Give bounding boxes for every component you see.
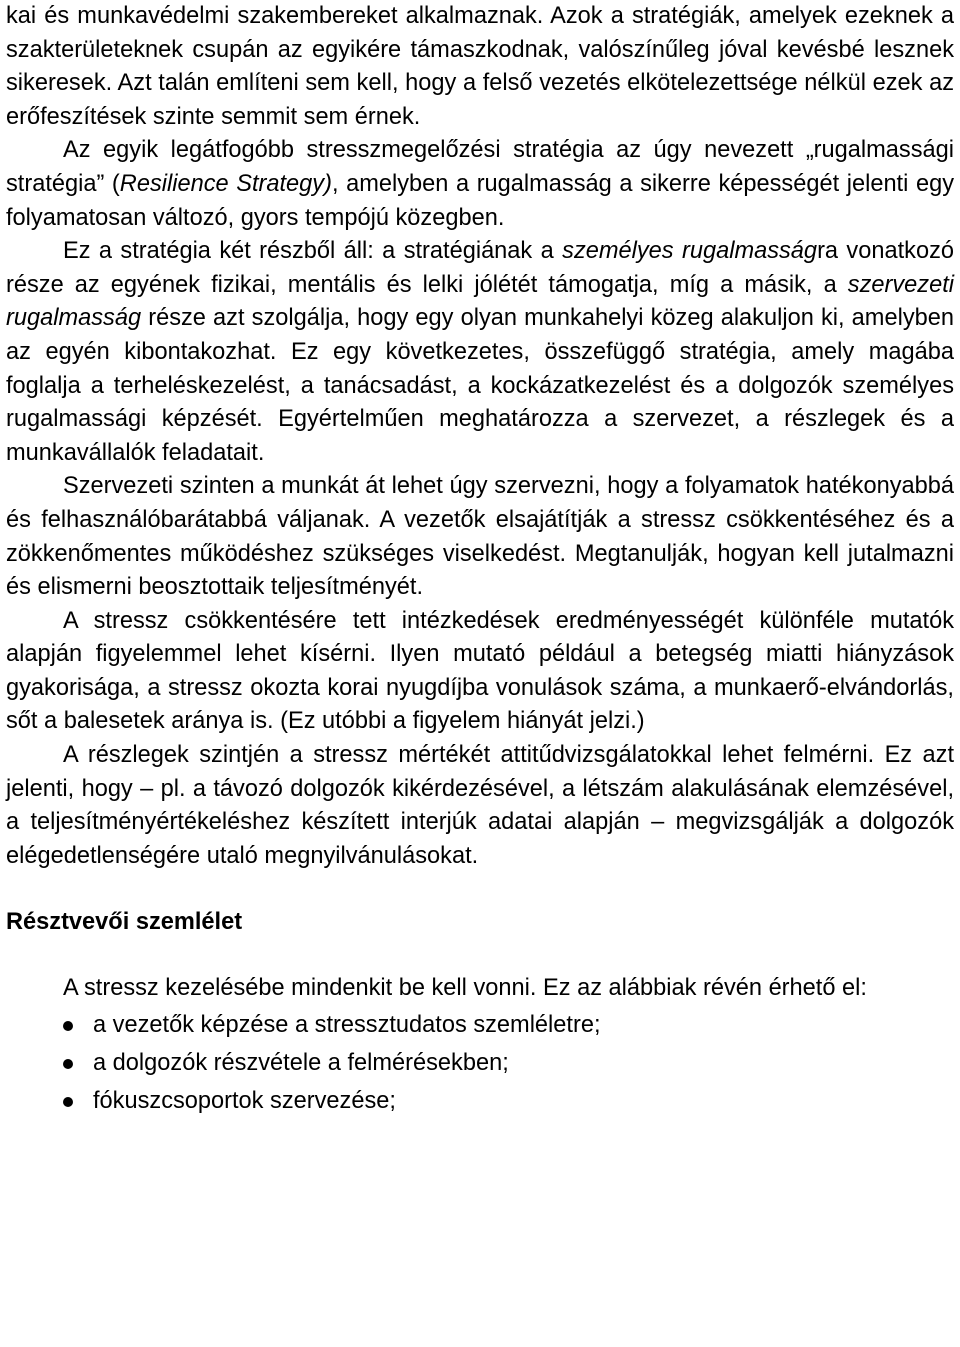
paragraph: [6, 235, 954, 470]
list-item-text: fókuszcsoportok szervezése;: [93, 1087, 396, 1114]
text-run: Ez a stratégia két részből áll: a stratégiának a: [63, 238, 563, 265]
text-run: Az egyik legátfogóbb stresszmegelőzési stratégia az úgy nevezett „rugalmassági stratégia” (: [6, 137, 954, 197]
list-item: [6, 1006, 954, 1044]
italic-text: szervezeti rugalmasság: [6, 271, 954, 332]
section-heading: Résztvevői szemlélet: [6, 909, 243, 936]
text-run: kai és munkavédelmi szakembereket alkalmaznak. Azok a stratégiák, amelyek ezeknek a szakterületeknek csupán az egyikére támaszkodnak, valószínűleg jóval kevésbé lesznek sikeresek. Azt talán említeni sem kell, hogy a felső vezetés elkötelezettsége nélkül ezek az erőfeszítések szinte semmit sem érnek.: [6, 3, 954, 130]
list-item-text: a dolgozók részvétele a felmérésekben;: [93, 1049, 509, 1076]
bullet-icon: [63, 1097, 73, 1107]
paragraph: [6, 739, 954, 873]
bullet-icon: [63, 1059, 73, 1069]
list-item-text: a vezetők képzése a stressztudatos szemléletre;: [93, 1011, 601, 1038]
text-run: Szervezeti szinten a munkát át lehet úgy szervezni, hogy a folyamatok hatékonyabbá és felhasználóbarátabbá váljanak. A vezetők elsajátítják a stressz csökkentéséhez és a zökkenőmentes működéshez szükséges viselkedést. Megtanulják, hogyan kell jutalmazni és elismerni beosztottaik teljesítményét.: [6, 473, 954, 601]
document-page: [6, 0, 954, 1120]
body-text: [6, 0, 954, 873]
text-run: A stressz csökkentésére tett intézkedések eredményességét különféle mutatók alapján figyelemmel lehet kísérni. Ilyen mutató például a betegség miatti hiányzások gyakorisága, a stressz okozta korai nyugdíjba vonulások száma, a munkaerő-elvándorlás, sőt a balesetek aránya is. (Ez utóbbi a figyelem hiányát jelzi.): [6, 607, 954, 735]
paragraph: [6, 0, 954, 134]
text-run: része azt szolgálja, hogy egy olyan munkahelyi közeg alakuljon ki, amelyben az egyén kibontakozhat. Ez egy következetes, összefüggő stratégia, amely magába foglalja a terheléskezelést, a tanácsadást, a kockázatkezelést és a dolgozók személyes rugalmassági képzését. Egyértelműen meghatározza a szervezet, a részlegek és a munkavállalók feladatait.: [6, 305, 954, 466]
list-item: [6, 1082, 954, 1120]
text-run: A részlegek szintjén a stressz mértékét attitűdvizsgálatokkal lehet felmérni. Ez azt jelenti, hogy – pl. a távozó dolgozók kikérdezésével, a létszám alakulásának elemzésével, a teljesítményértékeléshez készített interjúk adatai alapján – megvizsgálják a dolgozók elégedetlenségére utaló megnyilvánulásokat.: [6, 742, 954, 869]
section-intro: A stressz kezelésébe mindenkit be kell vonni. Ez az alábbiak révén érhető el:: [63, 975, 867, 1002]
paragraph: [6, 134, 954, 235]
italic-text: személyes rugalmasság: [562, 238, 818, 265]
bullet-icon: [63, 1021, 73, 1031]
paragraph: [6, 605, 954, 739]
list-item: [6, 1044, 954, 1082]
text-run: ra vonatkozó része az egyének fizikai, mentális és lelki jólétét támogatja, míg a másik, a: [6, 238, 954, 298]
paragraph: [6, 470, 954, 604]
italic-text: Resilience Strategy): [119, 170, 332, 197]
bullet-list: [6, 1006, 954, 1120]
text-run: , amelyben a rugalmasság a sikerre képességét jelenti egy folyamatosan változó, gyors tempójú közegben.: [6, 170, 954, 231]
